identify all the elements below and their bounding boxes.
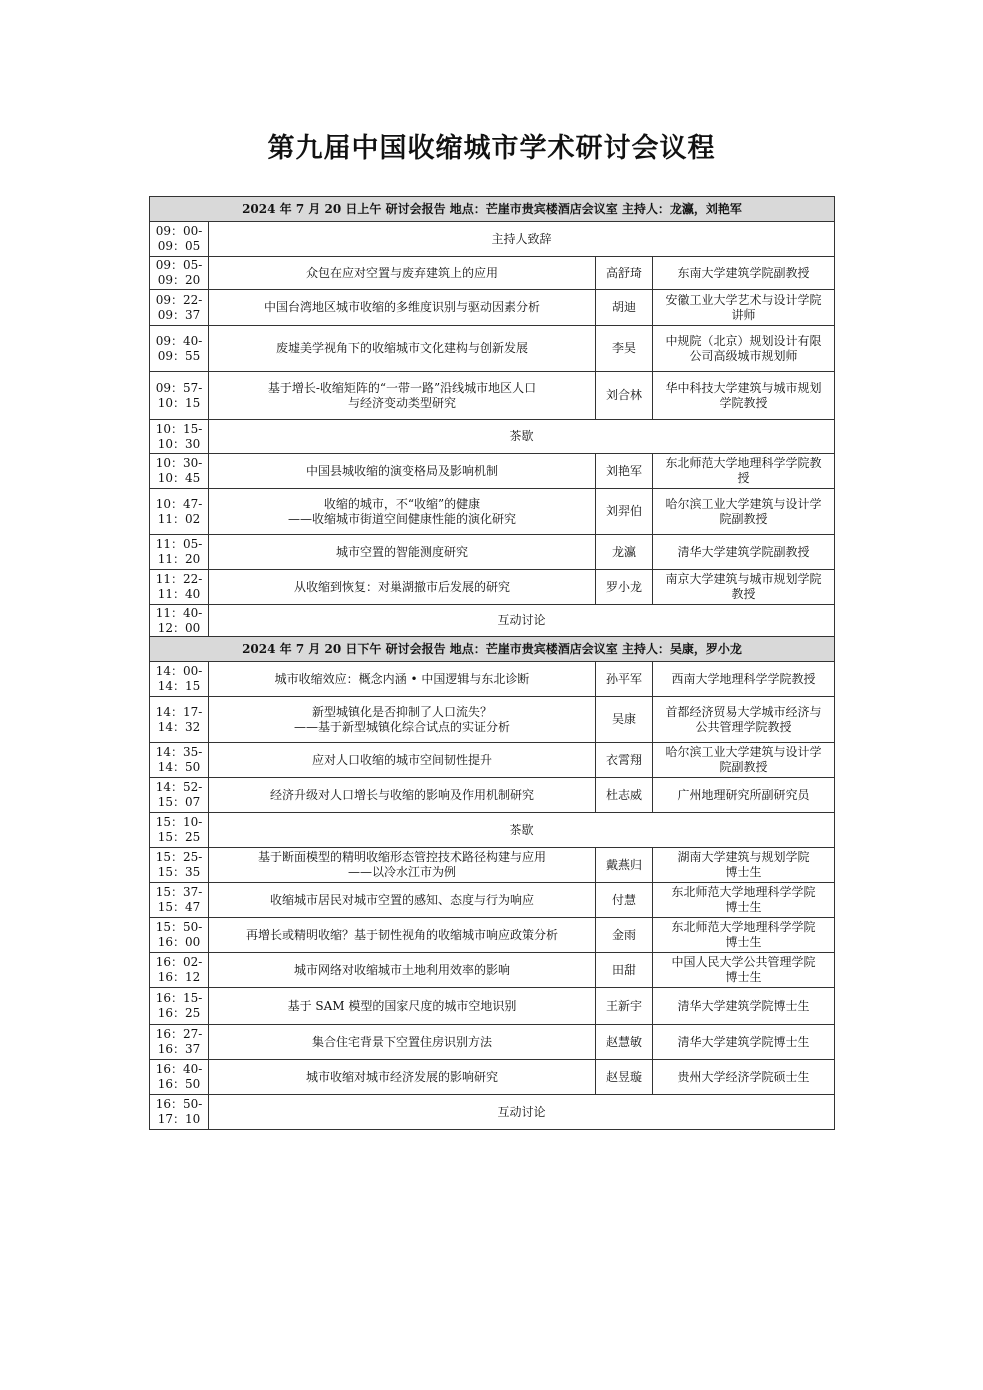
section-header: 2024 年 7 月 20 日上午 研讨会报告 地点：芒崖市贵宾楼酒店会议室 主持人：龙瀛，刘艳军 — [150, 197, 835, 222]
affiliation-line: 学院教授 — [719, 395, 768, 410]
time-line: 11：02 — [157, 511, 201, 526]
talk-title-line: 新型城镇化是否抑制了人口流失？ — [311, 704, 492, 719]
talk-title-line: 再增长或精明收缩？基于韧性视角的收缩城市响应政策分析 — [245, 927, 558, 942]
speaker-name: 付慧 — [596, 883, 653, 918]
page-title: 第九届中国收缩城市学术研讨会议程 — [267, 133, 716, 164]
section-header: 2024 年 7 月 20 日下午 研讨会报告 地点：芒崖市贵宾楼酒店会议室 主持人：吴康，罗小龙 — [150, 637, 835, 662]
agenda-table — [149, 196, 835, 1130]
speaker-name: 李昊 — [596, 326, 653, 372]
time-line: 10：30 — [157, 436, 201, 451]
speaker-affiliation — [653, 454, 835, 489]
talk-title-line: 经济升级对人口增长与收缩的影响及作用机制研究 — [269, 787, 534, 802]
talk-title-line: 中国台湾地区城市收缩的多维度识别与驱动因素分析 — [263, 300, 540, 314]
affiliation-line: 南京大学建筑与城市规划学院 — [665, 572, 822, 586]
time-cell — [150, 988, 209, 1025]
speaker-affiliation — [653, 372, 835, 420]
time-cell — [150, 326, 209, 372]
time-cell — [150, 222, 209, 257]
talk-title-line: 从收缩到恢复：对巢湖撤市后发展的研究 — [293, 579, 510, 594]
affiliation-line: 清华大学建筑学院副教授 — [677, 544, 810, 559]
speaker-affiliation — [653, 489, 835, 535]
section-header-row — [150, 637, 835, 662]
time-line: 09：22- — [155, 292, 203, 307]
time-line: 16：25 — [157, 1006, 201, 1020]
speaker-name: 赵昱璇 — [596, 1060, 653, 1095]
affiliation-line: 中规院（北京）规划设计有限 — [665, 333, 822, 348]
time-line: 14：50 — [157, 760, 201, 774]
time-line: 09：20 — [157, 273, 201, 287]
talk-title — [209, 570, 596, 605]
time-line: 14：32 — [157, 719, 201, 734]
time-line: 10：30- — [155, 456, 203, 470]
speaker-name: 罗小龙 — [596, 570, 653, 605]
affiliation-line: 湖南大学建筑与规划学院 — [677, 850, 810, 864]
talk-row — [150, 257, 835, 290]
time-line: 10：15- — [155, 421, 203, 436]
talk-title — [209, 953, 596, 988]
talk-row — [150, 326, 835, 372]
time-line: 16：50 — [157, 1077, 201, 1091]
time-line: 16：02- — [155, 955, 203, 969]
speaker-affiliation — [653, 535, 835, 570]
affiliation-line: 东南大学建筑学院副教授 — [677, 265, 810, 280]
speaker-affiliation — [653, 257, 835, 290]
talk-title — [209, 778, 596, 813]
affiliation-line: 广州地理研究所副研究员 — [677, 787, 810, 802]
session-label: 茶歇 — [209, 813, 835, 848]
time-cell — [150, 697, 209, 743]
time-cell — [150, 489, 209, 535]
talk-row — [150, 883, 835, 918]
talk-title — [209, 743, 596, 778]
talk-title-line: 城市收缩对城市经济发展的影响研究 — [305, 1069, 498, 1084]
talk-title-line: 废墟美学视角下的收缩城市文化建构与创新发展 — [275, 341, 528, 355]
affiliation-line: 清华大学建筑学院博士生 — [677, 998, 810, 1013]
affiliation-line: 公司高级城市规划师 — [689, 348, 798, 363]
time-line: 12：00 — [157, 620, 201, 635]
time-cell — [150, 570, 209, 605]
speaker-name: 刘合林 — [596, 372, 653, 420]
talk-row — [150, 570, 835, 605]
affiliation-line: 华中科技大学建筑与城市规划 — [665, 380, 822, 395]
talk-row — [150, 953, 835, 988]
talk-title — [209, 535, 596, 570]
time-cell — [150, 257, 209, 290]
talk-row — [150, 778, 835, 813]
time-line: 15：50- — [155, 920, 203, 934]
time-line: 14：35- — [155, 745, 203, 759]
talk-title-line: 应对人口收缩的城市空间韧性提升 — [311, 752, 492, 767]
time-line: 10：15 — [157, 395, 201, 410]
talk-row — [150, 1025, 835, 1060]
speaker-name: 高舒琦 — [596, 257, 653, 290]
time-line: 11：22- — [155, 572, 203, 586]
affiliation-line: 首都经济贸易大学城市经济与 — [665, 704, 822, 719]
break-row — [150, 222, 835, 257]
time-line: 16：50- — [155, 1097, 203, 1111]
time-line: 09：00- — [155, 224, 203, 238]
break-row — [150, 420, 835, 454]
speaker-affiliation — [653, 918, 835, 953]
talk-row — [150, 697, 835, 743]
time-cell — [150, 605, 209, 637]
time-line: 11：05- — [155, 537, 203, 551]
talk-title-line: 基于断面模型的精明收缩形态管控技术路径构建与应用 — [257, 850, 546, 864]
time-line: 14：15 — [157, 679, 201, 693]
break-row — [150, 813, 835, 848]
affiliation-line: 博士生 — [725, 865, 762, 879]
time-line: 17：10 — [157, 1112, 201, 1126]
speaker-name: 戴燕归 — [596, 848, 653, 883]
time-line: 15：07 — [157, 795, 201, 809]
talk-title-line: 城市空置的智能测度研究 — [335, 544, 468, 559]
time-line: 14：17- — [155, 704, 203, 719]
speaker-name: 刘羿伯 — [596, 489, 653, 535]
affiliation-line: 讲师 — [731, 307, 756, 322]
speaker-name: 吴康 — [596, 697, 653, 743]
session-label: 互动讨论 — [209, 1095, 835, 1130]
affiliation-line: 院副教授 — [719, 760, 768, 774]
time-line: 15：25- — [155, 850, 203, 864]
time-line: 14：52- — [155, 780, 203, 794]
talk-title — [209, 454, 596, 489]
talk-row — [150, 662, 835, 697]
affiliation-line: 清华大学建筑学院博士生 — [677, 1034, 810, 1049]
talk-title-line: 中国县城收缩的演变格局及影响机制 — [305, 463, 498, 478]
speaker-name: 田甜 — [596, 953, 653, 988]
speaker-name: 杜志威 — [596, 778, 653, 813]
session-label: 主持人致辞 — [209, 222, 835, 257]
time-cell — [150, 848, 209, 883]
time-line: 14：00- — [155, 664, 203, 678]
talk-title-line: 众包在应对空置与废弃建筑上的应用 — [305, 265, 498, 280]
time-cell — [150, 743, 209, 778]
speaker-affiliation — [653, 662, 835, 697]
talk-title-line: 基于增长-收缩矩阵的“一带一路”沿线城市地区人口 — [267, 380, 537, 395]
time-line: 15：47 — [157, 900, 201, 914]
talk-title — [209, 918, 596, 953]
speaker-affiliation — [653, 1025, 835, 1060]
speaker-name: 龙瀛 — [596, 535, 653, 570]
time-cell — [150, 813, 209, 848]
talk-title — [209, 257, 596, 290]
time-cell — [150, 1095, 209, 1130]
talk-row — [150, 454, 835, 489]
talk-title — [209, 1060, 596, 1095]
talk-title-line: ——以冷水江市为例 — [347, 865, 456, 879]
time-cell — [150, 454, 209, 489]
talk-title — [209, 848, 596, 883]
talk-title-line: ——基于新型城镇化综合试点的实证分析 — [293, 719, 510, 734]
speaker-affiliation — [653, 570, 835, 605]
time-cell — [150, 1025, 209, 1060]
time-cell — [150, 778, 209, 813]
speaker-name: 胡迪 — [596, 290, 653, 326]
speaker-name: 赵慧敏 — [596, 1025, 653, 1060]
talk-title-line: 收缩城市居民对城市空置的感知、态度与行为响应 — [269, 892, 534, 907]
break-row — [150, 1095, 835, 1130]
talk-row — [150, 372, 835, 420]
speaker-affiliation — [653, 848, 835, 883]
affiliation-line: 东北师范大学地理科学学院 — [671, 920, 816, 934]
talk-title-line: 与经济变动类型研究 — [347, 395, 456, 410]
talk-title-line: 城市网络对收缩城市土地利用效率的影响 — [293, 962, 510, 977]
talk-title — [209, 1025, 596, 1060]
session-label: 互动讨论 — [209, 605, 835, 637]
time-line: 16：00 — [157, 935, 201, 949]
affiliation-line: 公共管理学院教授 — [695, 719, 792, 734]
talk-title-line: 城市收缩效应：概念内涵 • 中国逻辑与东北诊断 — [274, 671, 530, 686]
time-line: 16：40- — [155, 1062, 203, 1076]
speaker-affiliation — [653, 883, 835, 918]
time-line: 15：25 — [157, 830, 201, 844]
time-line: 16：15- — [155, 991, 203, 1005]
talk-row — [150, 489, 835, 535]
talk-row — [150, 1060, 835, 1095]
time-line: 09：05 — [157, 239, 201, 253]
talk-title — [209, 883, 596, 918]
talk-row — [150, 918, 835, 953]
time-line: 16：37 — [157, 1042, 201, 1056]
time-line: 15：35 — [157, 865, 201, 879]
talk-row — [150, 535, 835, 570]
speaker-affiliation — [653, 1060, 835, 1095]
talk-title — [209, 290, 596, 326]
affiliation-line: 中国人民大学公共管理学院 — [671, 955, 816, 969]
affiliation-line: 教授 — [731, 587, 756, 601]
speaker-name: 王新宇 — [596, 988, 653, 1025]
time-line: 10：45 — [157, 471, 201, 485]
talk-title — [209, 697, 596, 743]
speaker-affiliation — [653, 290, 835, 326]
talk-title — [209, 988, 596, 1025]
time-cell — [150, 953, 209, 988]
affiliation-line: 西南大学地理科学学院教授 — [671, 671, 816, 686]
speaker-name: 孙平军 — [596, 662, 653, 697]
affiliation-line: 博士生 — [725, 970, 762, 984]
time-line: 11：40 — [157, 587, 201, 601]
speaker-affiliation — [653, 743, 835, 778]
speaker-affiliation — [653, 697, 835, 743]
agenda-body — [150, 197, 835, 1130]
time-cell — [150, 290, 209, 326]
talk-title-line: 基于 SAM 模型的国家尺度的城市空地识别 — [287, 998, 517, 1013]
time-line: 16：27- — [155, 1027, 203, 1041]
talk-title — [209, 326, 596, 372]
speaker-affiliation — [653, 988, 835, 1025]
break-row — [150, 605, 835, 637]
affiliation-line: 博士生 — [725, 900, 762, 914]
speaker-affiliation — [653, 778, 835, 813]
speaker-name: 金雨 — [596, 918, 653, 953]
speaker-affiliation — [653, 326, 835, 372]
time-cell — [150, 535, 209, 570]
time-cell — [150, 918, 209, 953]
talk-title — [209, 372, 596, 420]
affiliation-line: 贵州大学经济学院硕士生 — [677, 1069, 810, 1084]
speaker-name: 衣霄翔 — [596, 743, 653, 778]
talk-title — [209, 489, 596, 535]
time-line: 10：47- — [155, 496, 203, 511]
time-line: 11：20 — [157, 552, 201, 566]
time-cell — [150, 372, 209, 420]
talk-row — [150, 848, 835, 883]
talk-title-line: 收缩的城市，不“收缩”的健康 — [323, 496, 481, 511]
affiliation-line: 院副教授 — [719, 511, 768, 526]
time-line: 09：37 — [157, 307, 201, 322]
talk-row — [150, 988, 835, 1025]
time-line: 09：05- — [155, 258, 203, 272]
affiliation-line: 哈尔滨工业大学建筑与设计学 — [665, 745, 822, 759]
time-line: 15：37- — [155, 885, 203, 899]
time-cell — [150, 420, 209, 454]
talk-title-line: 集合住宅背景下空置住房识别方法 — [311, 1034, 492, 1049]
time-line: 11：40- — [155, 605, 203, 620]
affiliation-line: 授 — [737, 471, 750, 485]
speaker-name: 刘艳军 — [596, 454, 653, 489]
time-line: 16：12 — [157, 970, 201, 984]
time-line: 09：55 — [157, 348, 201, 363]
affiliation-line: 博士生 — [725, 935, 762, 949]
time-cell — [150, 1060, 209, 1095]
talk-row — [150, 290, 835, 326]
time-line: 09：40- — [155, 333, 203, 348]
session-label: 茶歇 — [209, 420, 835, 454]
affiliation-line: 哈尔滨工业大学建筑与设计学 — [665, 496, 822, 511]
talk-title — [209, 662, 596, 697]
speaker-affiliation — [653, 953, 835, 988]
affiliation-line: 东北师范大学地理科学学院 — [671, 885, 816, 899]
affiliation-line: 东北师范大学地理科学学院教 — [665, 456, 822, 470]
talk-row — [150, 743, 835, 778]
time-line: 09：57- — [155, 380, 203, 395]
talk-title-line: ——收缩城市街道空间健康性能的演化研究 — [287, 511, 516, 526]
time-cell — [150, 662, 209, 697]
section-header-row — [150, 197, 835, 222]
time-line: 15：10- — [155, 815, 203, 829]
affiliation-line: 安徽工业大学艺术与设计学院 — [665, 292, 822, 307]
time-cell — [150, 883, 209, 918]
